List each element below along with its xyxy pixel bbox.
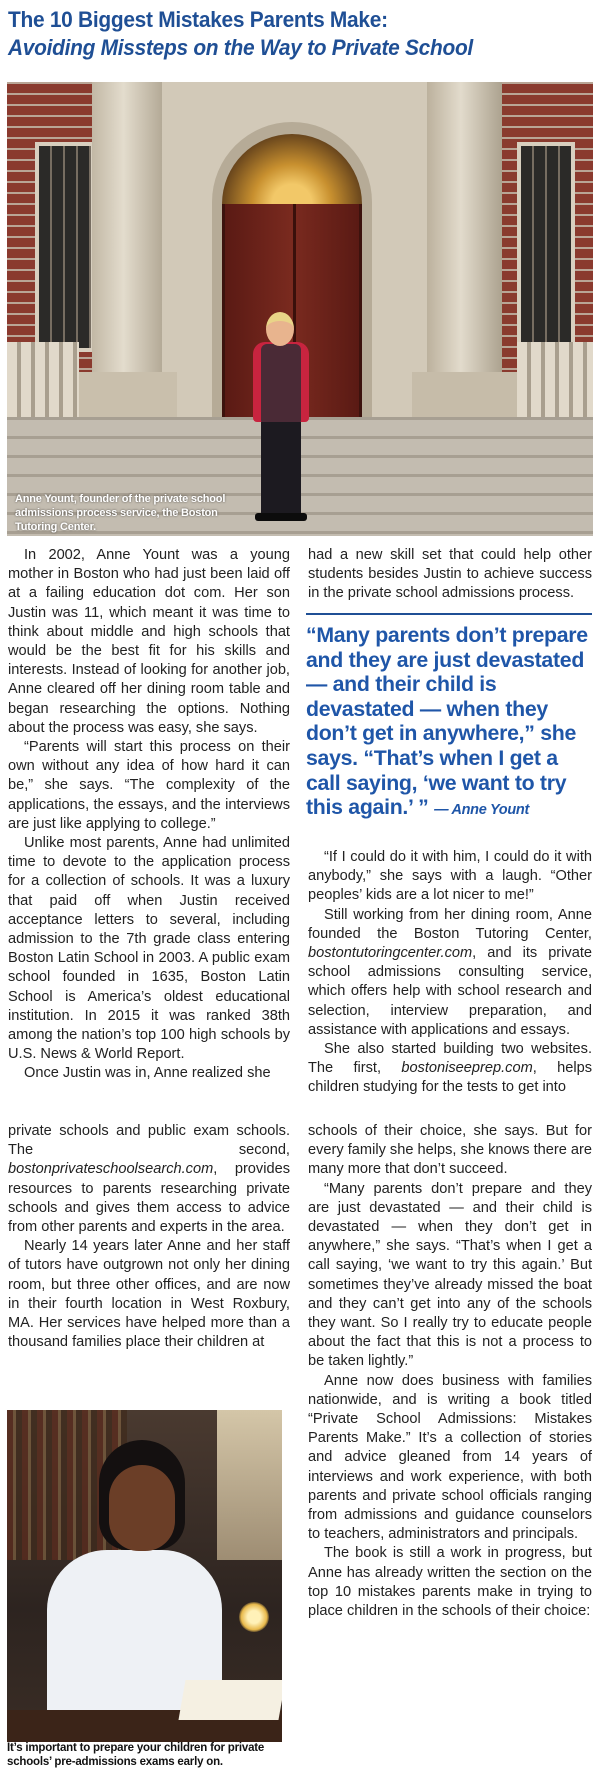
page2-right-column	[308, 1122, 592, 1621]
text-run: private schools and public exam schools. The second,	[8, 1123, 290, 1159]
pull-quote-text: “Many parents don’t prepare and they are just devastated — and their child is devastated — when they don’t get in anywhere,” she says. “That’s when I get a call saying, ‘we want to try this again.’ ”	[306, 623, 588, 820]
window-left	[35, 142, 95, 352]
hero-caption: Anne Yount, founder of the private school admissions process service, the Boston Tutoring Center.	[15, 493, 226, 533]
title-line-2: Avoiding Missteps on the Way to Private School	[8, 35, 473, 60]
paragraph: In 2002, Anne Yount was a young mother in Boston who had just been laid off at a failing education dot com. Her son Justin was 11, which meant it was time to think about middle and high schools that would be the best fit for his skills and interests. Instead of looking for another job, Anne cleared off her dining room table and began researching the options. Nothing about the process was easy, she says.	[8, 547, 290, 736]
open-book	[178, 1680, 282, 1720]
paragraph: Unlike most parents, Anne had unlimited time to devote to the application process for a collection of schools. It was a luxury that paid off when Justin received acceptance letters to several, including admission to the 7th grade class entering Boston Latin School in 2003. A public exam school founded in 1635, Boston Latin School is America’s oldest educational institution. In 2015 it was ranked 38th among the nation’s top 100 high schools by U.S. News & World Report.	[8, 835, 290, 1063]
paragraph: “If I could do it with him, I could do it with anybody,” she says with a laugh. “Other peoples’ kids are a lot nicer to me!”	[308, 849, 592, 904]
figure-legs	[261, 422, 301, 517]
hero-photo	[7, 82, 593, 536]
paragraph: “Parents will start this process on their own without any idea of how hard it can be,” she says. “The complexity of the applications, the essays, and the interviews are just like applying to college.”	[8, 739, 290, 832]
student-photo	[7, 1410, 282, 1742]
student-face	[109, 1465, 175, 1551]
paragraph: “Many parents don’t prepare and they are just devastated — and their child is devastated — when they don’t get in anywhere,” she says. “That’s when I get a call saying, ‘we want to try this again.’ But sometimes they’ve already missed the boat and they can’t get into any of the schools they want. So I really try to educate people about the fact that this is not a process to be taken lightly.”	[308, 1180, 592, 1370]
paragraph	[308, 906, 592, 1040]
paragraph: The book is still a work in progress, but Anne has already written the section on the top 10 mistakes parents make in trying to place children in the schools of their choice:	[308, 1545, 592, 1620]
figure-head	[266, 312, 294, 346]
page2-left-column	[8, 1122, 290, 1352]
paragraph	[308, 1040, 592, 1098]
website-link[interactable]: bostoniseeprep.com	[401, 1060, 533, 1077]
balustrade-right	[517, 342, 593, 422]
text-run: She also started building two websites. The first,	[308, 1041, 592, 1077]
website-link[interactable]: bostonprivateschoolsearch.com	[8, 1161, 214, 1178]
text-run: Still working from her dining room, Anne founded the Boston Tutoring Center,	[308, 906, 592, 942]
pull-quote	[306, 613, 592, 823]
window-light	[217, 1410, 282, 1560]
text-run: , and its private school admissions consulting service, which offers help with school research and selection, interview preparation, and assistance with applications and essays.	[308, 945, 592, 1038]
window-right	[517, 142, 575, 352]
lamp-glow	[239, 1602, 269, 1632]
website-link[interactable]: bostontutoringcenter.com	[308, 945, 473, 962]
title-line-1: The 10 Biggest Mistakes Parents Make:	[8, 7, 388, 32]
page1-right-column-bottom	[308, 848, 592, 1098]
page1-left-column	[8, 546, 290, 1084]
paragraph: Nearly 14 years later Anne and her staff of tutors have outgrown not only her dining room, but three other offices, and are now in their fourth location in West Roxbury, MA. Her services have helped more than a thousand families place their children at	[8, 1238, 290, 1351]
student-photo-caption: It’s important to prepare your children for private schools’ pre-admissions exams early on.	[7, 1742, 265, 1768]
paragraph: Anne now does business with families nationwide, and is writing a book titled “Private School Admissions: Mistakes Parents Make.” It’s a collection of stories and advice gleaned from 14 years of interviews and work experience, with both parents and private school officials ranging from admissions and guidance counselors to teachers, administrators and principals.	[308, 1372, 592, 1543]
paragraph: schools of their choice, she says. But for every family she helps, she knows there are many more that don’t succeed.	[308, 1123, 592, 1178]
figure-shoes	[255, 513, 307, 521]
figure-vest	[261, 344, 301, 426]
paragraph: Once Justin was in, Anne realized she	[24, 1065, 271, 1082]
balustrade-left	[7, 342, 79, 422]
paragraph: had a new skill set that could help other students besides Justin to achieve success in the private school admissions process.	[308, 547, 592, 602]
paragraph	[8, 1122, 290, 1237]
person-figure	[241, 312, 321, 522]
text-run: , provides resources to parents researching private schools and gives them access to advice from other parents and experts in the area.	[8, 1161, 290, 1236]
page1-right-column-top	[308, 546, 592, 604]
text-run: , helps children studying for the tests to get into	[308, 1060, 593, 1096]
pull-quote-attribution: — Anne Yount	[434, 802, 530, 819]
article-title	[8, 6, 564, 62]
